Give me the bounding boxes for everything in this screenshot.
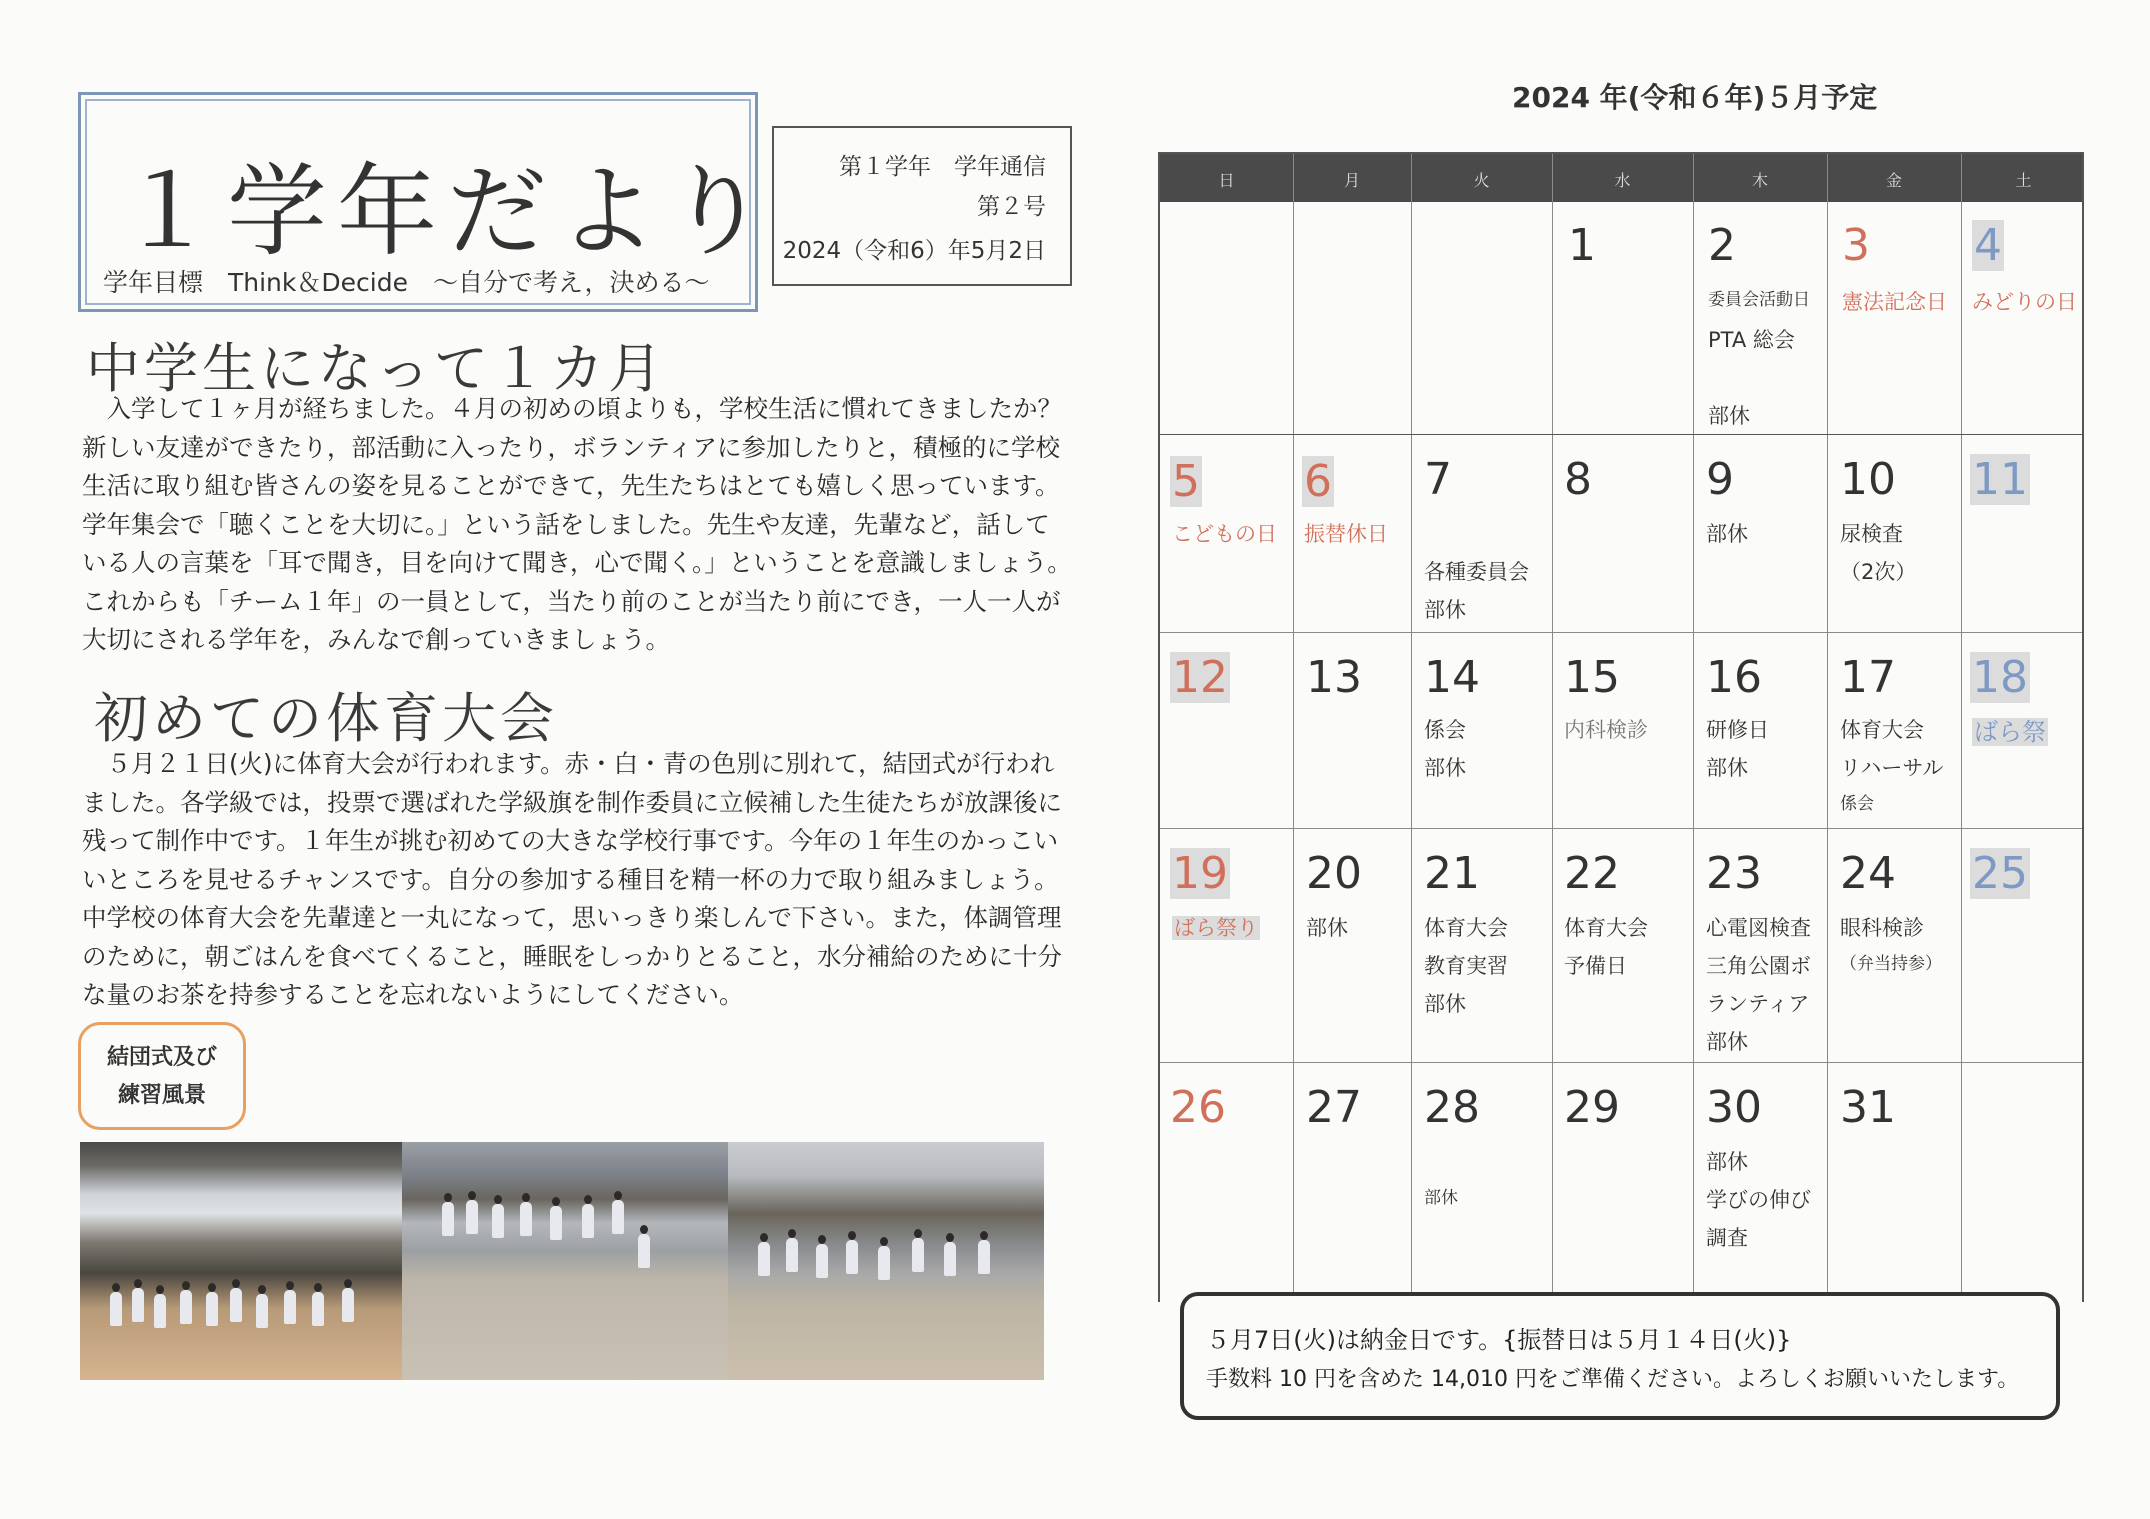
day-20: 20 [1306, 848, 1362, 899]
day-11: 11 [1972, 454, 2028, 505]
day-31: 31 [1840, 1082, 1896, 1133]
issue-info-box [772, 126, 1072, 286]
weekday-thu: 木 [1751, 171, 1768, 190]
day-16-event-2: 部休 [1706, 756, 1748, 780]
day-19: 19 [1172, 848, 1228, 899]
weekday-wed: 水 [1614, 171, 1631, 190]
section2-body [82, 745, 1072, 1015]
day-28: 28 [1424, 1082, 1480, 1133]
day-16: 16 [1706, 652, 1762, 703]
day-25: 25 [1972, 848, 2028, 899]
weekday-tue: 火 [1473, 171, 1490, 190]
day-8: 8 [1564, 454, 1592, 505]
day-21: 21 [1424, 848, 1480, 899]
day-12: 12 [1172, 652, 1228, 703]
day-27: 27 [1306, 1082, 1362, 1133]
issue-grade: 第１学年 学年通信 [839, 154, 1046, 180]
day-14-event-2: 部休 [1424, 756, 1466, 780]
day-16-event-1: 研修日 [1706, 718, 1769, 742]
weekday-fri: 金 [1885, 171, 1902, 190]
day-6: 6 [1304, 456, 1332, 507]
photo-caption-line2: 練習風景 [117, 1083, 206, 1108]
day-7-event-2: 部休 [1424, 598, 1466, 622]
day-2-event-2: PTA 総会 [1708, 328, 1795, 352]
photo-field-practice [402, 1142, 728, 1380]
day-10-event-1: 尿検査 [1840, 522, 1903, 546]
day-18: 18 [1972, 652, 2028, 703]
photo-caption-box [78, 1022, 246, 1130]
day-22-event-2: 予備日 [1564, 954, 1627, 978]
day-3: 3 [1842, 220, 1870, 271]
day-23-event-4: 部休 [1706, 1030, 1748, 1054]
day-26: 26 [1170, 1082, 1226, 1133]
day-30-event-1: 部休 [1706, 1150, 1748, 1174]
weekday-sat: 土 [2015, 171, 2032, 190]
day-7: 7 [1424, 454, 1452, 505]
weekday-sun: 日 [1218, 171, 1235, 190]
section2-heading: 初めての体育大会 [94, 687, 558, 750]
newsletter-title-box [78, 92, 777, 312]
day-1: 1 [1568, 220, 1596, 271]
day-21-event-2: 教育実習 [1424, 954, 1508, 978]
day-29: 29 [1564, 1082, 1620, 1133]
day-21-event-3: 部休 [1424, 992, 1466, 1016]
day-3-event-1: 憲法記念日 [1842, 290, 1947, 314]
day-21-event-1: 体育大会 [1424, 916, 1508, 940]
section2-paragraph: ５月２１日(火)に体育大会が行われます。赤・白・青の色別に別れて，結団式が行われました。各学級では，投票で選ばれた学級旗を制作委員に立候補した生徒たちが放課後に残って制作中です。１年生が挑む初めての大きな学校行事です。今年の１年生のかっこいいところを見せるチャンスです。自分の参加する種目を精一杯の力で取り組みましょう。中学校の体育大会を先輩達と一丸になって，思いっきり楽しんで下さい。また，体調管理のために，朝ごはんを食べてくること，睡眠をしっかりとること，水分補給のために十分な量のお茶を持参することを忘れないようにしてください。 [82, 749, 1062, 1009]
day-17-event-3: 係会 [1840, 794, 1874, 814]
day-7-event-1: 各種委員会 [1424, 560, 1529, 584]
issue-number: 第２号 [977, 194, 1046, 220]
day-22-event-1: 体育大会 [1564, 916, 1648, 940]
section1-body [82, 390, 1072, 660]
day-6-event-1: 振替休日 [1304, 522, 1388, 546]
day-14: 14 [1424, 652, 1480, 703]
weekday-mon: 月 [1343, 171, 1360, 190]
day-30: 30 [1706, 1082, 1762, 1133]
day-30-event-2: 学びの伸び [1706, 1188, 1811, 1212]
day-4: 4 [1974, 220, 2002, 271]
calendar-title: 2024 年(令和６年)５月予定 [1512, 81, 1878, 114]
day-18-event-1: ばら祭 [1974, 718, 2046, 746]
day-2-event-1: 委員会活動日 [1708, 290, 1810, 310]
day-24: 24 [1840, 848, 1896, 899]
day-14-event-1: 係会 [1424, 718, 1466, 742]
day-9-event-1: 部休 [1706, 522, 1748, 546]
day-20-event-1: 部休 [1306, 916, 1348, 940]
day-13: 13 [1306, 652, 1362, 703]
calendar-weekday-header [1160, 154, 2082, 202]
newsletter-title: １学年だより [117, 153, 777, 270]
grade-goal: 学年目標 Think＆Decide ～自分で考え，決める～ [103, 268, 710, 297]
day-23-event-2: 三角公園ボ [1706, 954, 1811, 978]
day-30-event-3: 調査 [1706, 1226, 1748, 1250]
day-15-event-1: 内科検診 [1564, 718, 1648, 742]
day-2: 2 [1708, 220, 1736, 271]
day-5: 5 [1172, 456, 1200, 507]
day-15: 15 [1564, 652, 1620, 703]
day-10-event-2: （2次） [1840, 560, 1917, 584]
day-5-event-1: こどもの日 [1172, 522, 1277, 546]
day-23-event-3: ランティア [1706, 992, 1810, 1016]
day-17-event-1: 体育大会 [1840, 718, 1924, 742]
day-4-event-1: みどりの日 [1972, 290, 2077, 314]
day-24-event-1: 眼科検診 [1840, 916, 1924, 940]
photo-jump-rope-practice [728, 1142, 1044, 1380]
section1-paragraph: 入学して１ヶ月が経ちました。４月の初めの頃よりも，学校生活に慣れてきましたか？新しい友達ができたり，部活動に入ったり，ボランティアに参加したりと，積極的に学校生活に取り組む皆さんの姿を見ることができて，先生たちはとても嬉しく思っています。学年集会で「聴くことを大切に。」という話をしました。先生や友達，先輩など，話している人の言葉を「耳で聞き，目を向けて聞き，心で聞く。」ということを意識しましょう。これからも「チーム１年」の一員として，当たり前のことが当たり前にでき，一人一人が大切にされる学年を，みんなで創っていきましょう。 [82, 394, 1072, 654]
day-2-event-3: 部休 [1708, 404, 1750, 428]
day-23-event-1: 心電図検査 [1706, 916, 1811, 940]
day-17: 17 [1840, 652, 1896, 703]
photo-caption-line1: 結団式及び [106, 1045, 217, 1070]
day-23: 23 [1706, 848, 1762, 899]
day-17-event-2: リハーサル [1840, 756, 1944, 780]
may-calendar [1158, 152, 2084, 1302]
day-19-event-1: ばら祭り [1174, 916, 1258, 940]
payment-notice-line2: 手数料 10 円を含めた 14,010 円をご準備ください。よろしくお願いいたします。 [1206, 1367, 2020, 1392]
issue-date: 2024（令和6）年5月2日 [782, 238, 1046, 264]
day-22: 22 [1564, 848, 1620, 899]
photo-gym-ceremony [80, 1142, 402, 1380]
day-24-event-2: （弁当持参） [1840, 954, 1942, 974]
payment-notice-line1: ５月7日(火)は納金日です。{振替日は５月１４日(火)} [1206, 1326, 1792, 1354]
payment-notice-box [1180, 1292, 2060, 1420]
day-10: 10 [1840, 454, 1896, 505]
day-9: 9 [1706, 454, 1734, 505]
day-28-event-1: 部休 [1424, 1188, 1458, 1208]
section1-heading: 中学生になって１カ月 [86, 337, 666, 400]
